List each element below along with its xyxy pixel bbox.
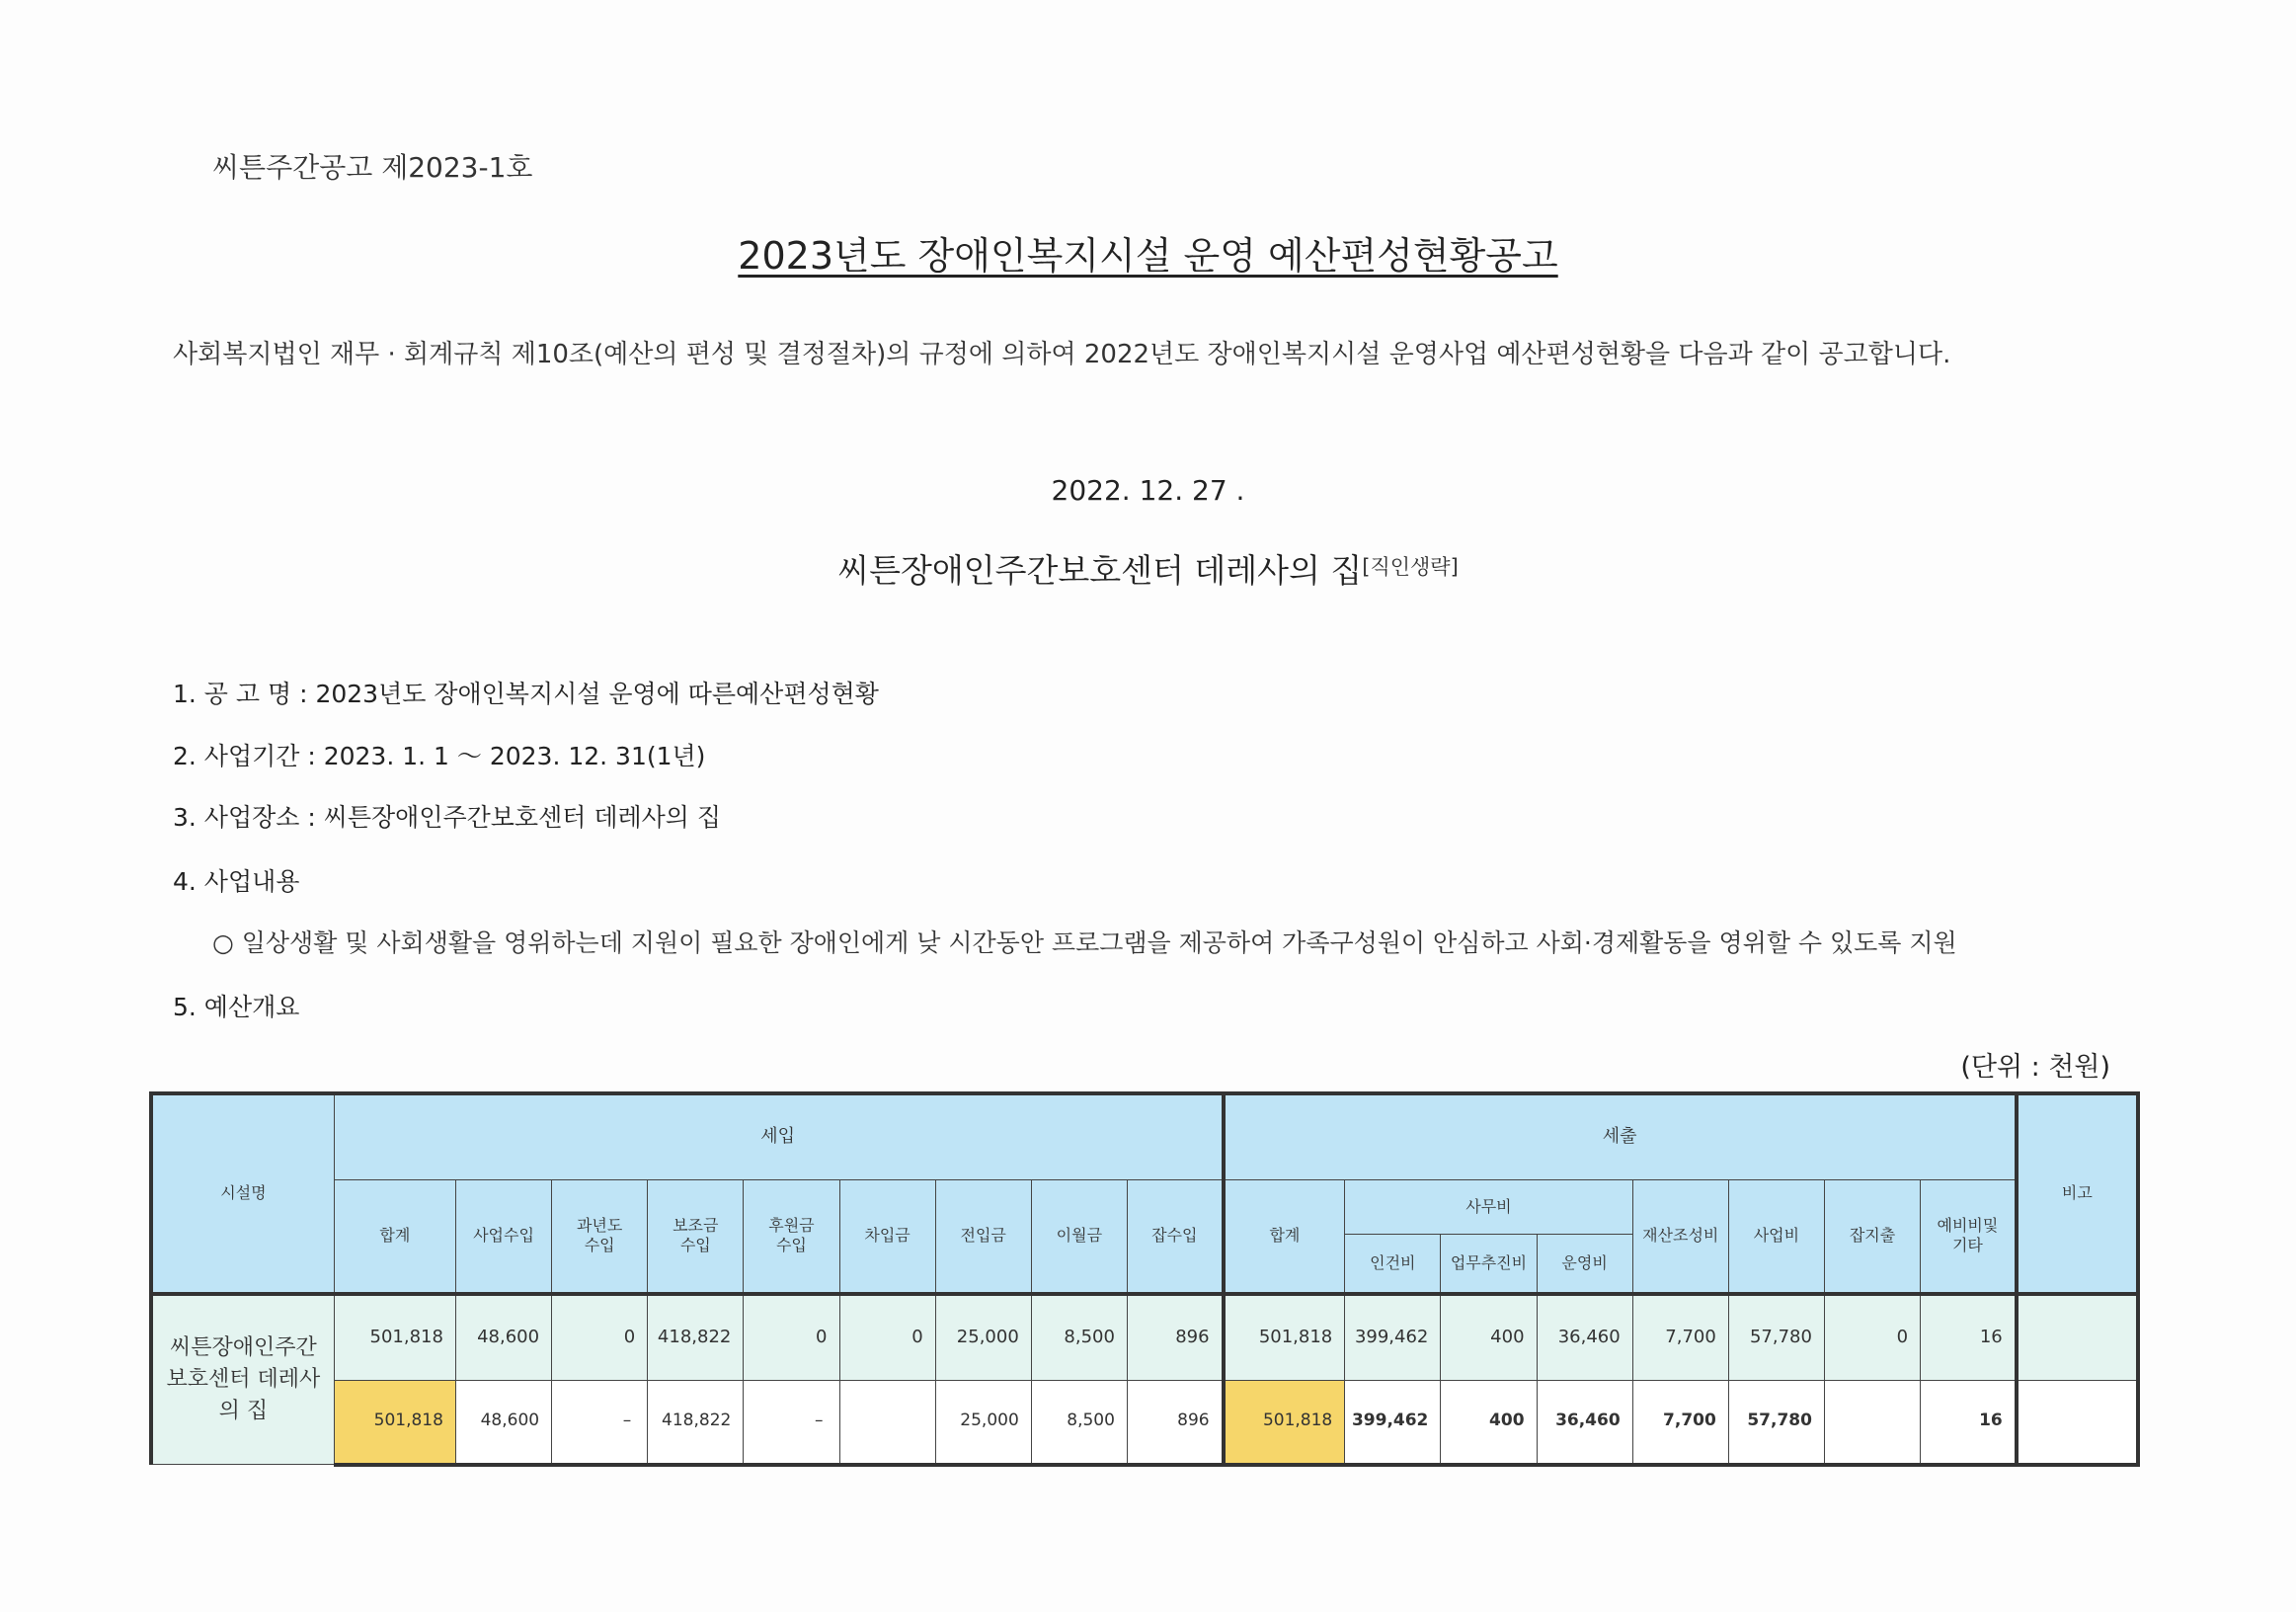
remark-cell bbox=[2017, 1380, 2138, 1465]
organization-line bbox=[0, 545, 2296, 592]
item-label: 2. 사업기간 : bbox=[173, 742, 324, 770]
table-row bbox=[151, 1380, 2138, 1465]
office-expense-header: 사무비 bbox=[1345, 1180, 1632, 1235]
intro-paragraph: 사회복지법인 재무 · 회계규칙 제10조(예산의 편성 및 결정절차)의 규정에 의하여 2022년도 장애인복지시설 운영사업 예산편성현황을 다음과 같이 공고합니다. bbox=[173, 340, 1951, 369]
item-label: 4. 사업내용 bbox=[173, 867, 300, 896]
table-cell: 36,460 bbox=[1537, 1294, 1632, 1381]
table-cell: 0 bbox=[552, 1294, 648, 1381]
item-budget-overview bbox=[173, 988, 299, 1023]
expense-col-header: 잡지출 bbox=[1824, 1180, 1920, 1294]
income-col-header: 사업수입 bbox=[455, 1180, 551, 1294]
table-cell: 501,818 bbox=[1224, 1294, 1345, 1381]
expense-col-header: 재산조성비 bbox=[1632, 1180, 1728, 1294]
table-cell: 501,818 bbox=[1224, 1380, 1345, 1465]
item-label: 3. 사업장소 : bbox=[173, 803, 324, 832]
table-cell: 418,822 bbox=[648, 1380, 744, 1465]
item-location bbox=[173, 798, 721, 834]
table-cell: 896 bbox=[1127, 1294, 1223, 1381]
table-cell: 0 bbox=[1824, 1294, 1920, 1381]
expense-header: 세출 bbox=[1224, 1093, 2017, 1180]
income-col-header: 차입금 bbox=[839, 1180, 935, 1294]
table-cell: 418,822 bbox=[648, 1294, 744, 1381]
item-label: 1. 공 고 명 : bbox=[173, 680, 316, 708]
table-cell bbox=[1824, 1380, 1920, 1465]
remark-cell bbox=[2017, 1294, 2138, 1381]
table-cell: 896 bbox=[1127, 1380, 1223, 1465]
document-title: 2023년도 장애인복지시설 운영 예산편성현황공고 bbox=[738, 234, 1558, 278]
item-value: 씨튼장애인주간보호센터 데레사의 집 bbox=[323, 803, 722, 832]
table-cell: 501,818 bbox=[334, 1294, 455, 1381]
office-col-header: 운영비 bbox=[1537, 1235, 1632, 1294]
income-header: 세입 bbox=[334, 1093, 1223, 1180]
seal-omitted: [직인생략] bbox=[1362, 555, 1459, 579]
table-cell: 36,460 bbox=[1537, 1380, 1632, 1465]
table-cell: – bbox=[744, 1380, 839, 1465]
expense-col-header: 사업비 bbox=[1728, 1180, 1824, 1294]
income-col-header: 이월금 bbox=[1031, 1180, 1127, 1294]
item-period bbox=[173, 737, 705, 772]
item-content bbox=[173, 862, 299, 898]
table-cell: 0 bbox=[839, 1294, 935, 1381]
income-col-header: 합계 bbox=[334, 1180, 455, 1294]
table-cell: 25,000 bbox=[935, 1294, 1031, 1381]
income-col-header: 과년도 수입 bbox=[552, 1180, 648, 1294]
office-col-header: 업무추진비 bbox=[1441, 1235, 1537, 1294]
table-row bbox=[151, 1294, 2138, 1381]
notice-date: 2022. 12. 27 . bbox=[1051, 474, 1245, 507]
table-cell: 501,818 bbox=[334, 1380, 455, 1465]
item-value: 2023년도 장애인복지시설 운영에 따른예산편성현황 bbox=[315, 680, 879, 708]
table-cell: 399,462 bbox=[1345, 1294, 1441, 1381]
table-cell: 16 bbox=[1921, 1294, 2017, 1381]
item-notice-name bbox=[173, 675, 879, 710]
table-cell: – bbox=[552, 1380, 648, 1465]
table-cell: 57,780 bbox=[1728, 1294, 1824, 1381]
income-col-header: 전입금 bbox=[935, 1180, 1031, 1294]
table-cell: 0 bbox=[744, 1294, 839, 1381]
income-col-header: 보조금 수입 bbox=[648, 1180, 744, 1294]
table-cell bbox=[839, 1380, 935, 1465]
table-cell: 7,700 bbox=[1632, 1380, 1728, 1465]
table-cell: 400 bbox=[1441, 1294, 1537, 1381]
table-cell: 8,500 bbox=[1031, 1380, 1127, 1465]
item-label: 5. 예산개요 bbox=[173, 993, 300, 1021]
income-col-header: 후원금 수입 bbox=[744, 1180, 839, 1294]
item-value: 2023. 1. 1 ～ 2023. 12. 31(1년) bbox=[323, 742, 706, 770]
budget-table bbox=[149, 1091, 2140, 1467]
income-col-header: 잡수입 bbox=[1127, 1180, 1223, 1294]
table-cell: 57,780 bbox=[1728, 1380, 1824, 1465]
document-title-wrap bbox=[0, 225, 2296, 280]
table-cell: 25,000 bbox=[935, 1380, 1031, 1465]
table-cell: 399,462 bbox=[1345, 1380, 1441, 1465]
table-cell: 7,700 bbox=[1632, 1294, 1728, 1381]
table-cell: 400 bbox=[1441, 1380, 1537, 1465]
office-col-header: 인건비 bbox=[1345, 1235, 1441, 1294]
table-cell: 48,600 bbox=[455, 1294, 551, 1381]
notice-number: 씨튼주간공고 제2023-1호 bbox=[212, 151, 533, 184]
facility-name-cell: 씨튼장애인주간 보호센터 데레사 의 집 bbox=[151, 1294, 334, 1465]
expense-col-header: 예비비및 기타 bbox=[1921, 1180, 2017, 1294]
table-cell: 48,600 bbox=[455, 1380, 551, 1465]
expense-total-header: 합계 bbox=[1224, 1180, 1345, 1294]
unit-label: (단위 : 천원) bbox=[1960, 1052, 2110, 1083]
facility-header: 시설명 bbox=[151, 1093, 334, 1294]
item-content-detail: ○ 일상생활 및 사회생활을 영위하는데 지원이 필요한 장애인에게 낮 시간동안 프로그램을 제공하여 가족구성원이 안심하고 사회·경제활동을 영위할 수 있도록 지원 bbox=[212, 928, 1957, 957]
organization-name: 씨튼장애인주간보호센터 데레사의 집 bbox=[837, 551, 1363, 590]
remark-header: 비고 bbox=[2017, 1093, 2138, 1294]
table-cell: 8,500 bbox=[1031, 1294, 1127, 1381]
table-cell: 16 bbox=[1921, 1380, 2017, 1465]
